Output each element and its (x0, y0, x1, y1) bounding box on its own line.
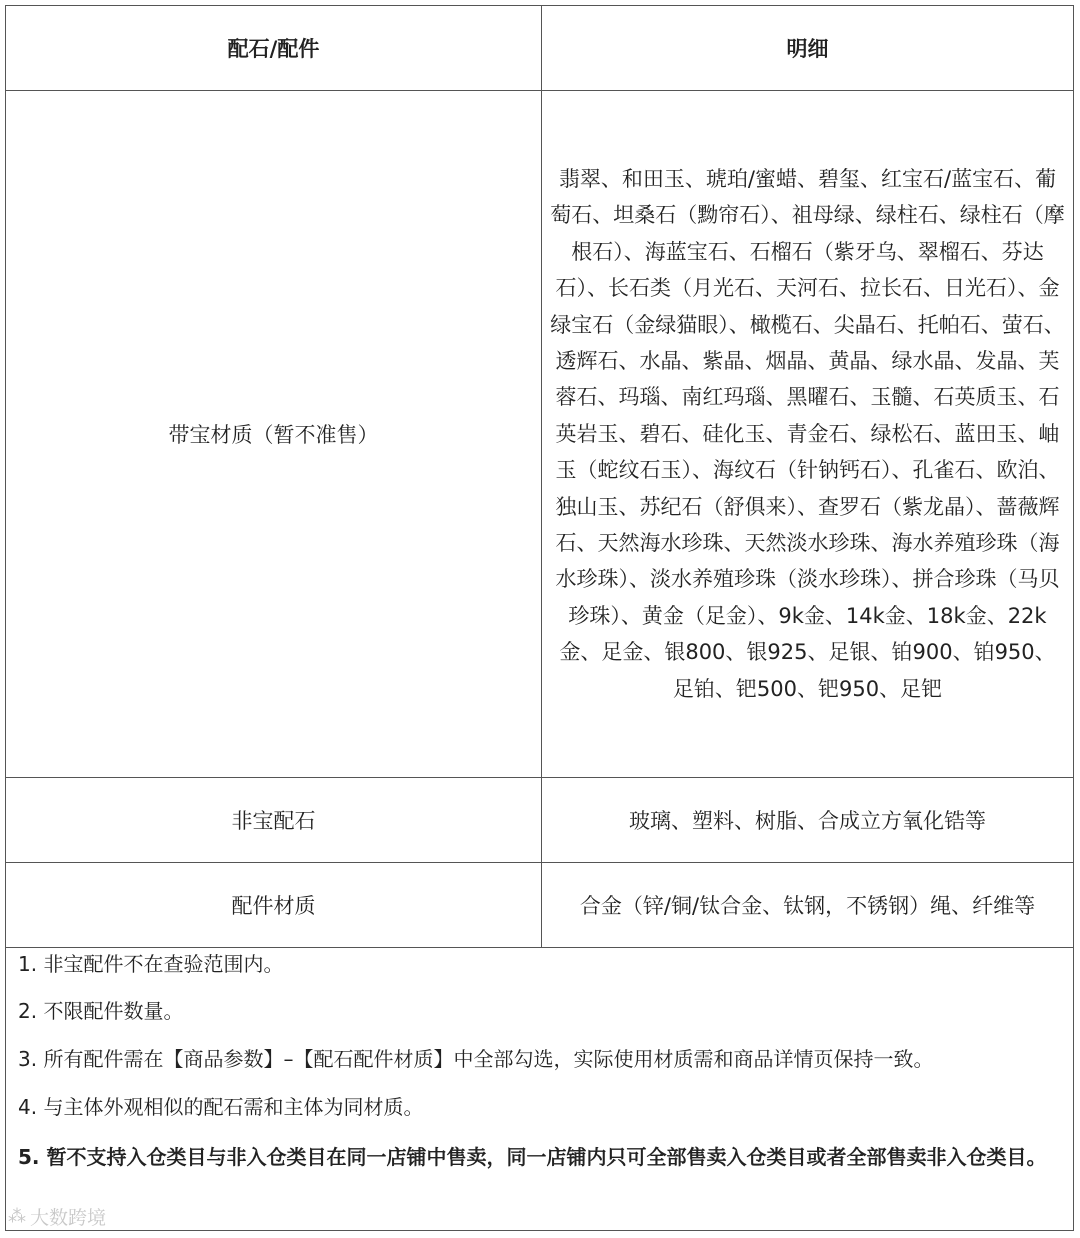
header-category: 配石/配件 (6, 6, 542, 91)
table-row (6, 778, 1074, 863)
material-table (5, 5, 1074, 948)
note-item-bold: 5. 暂不支持入仓类目与非入仓类目在同一店铺中售卖，同一店铺内只可全部售卖入仓类目或者全部售卖非入仓类目。 (18, 1145, 1047, 1169)
watermark-text: 大数跨境 (30, 1207, 107, 1229)
note-item: 3. 所有配件需在【商品参数】–【配石配件材质】中全部勾选，实际使用材质需和商品详情页保持一致。 (18, 1047, 934, 1071)
watermark-logo-icon: ⁂ (8, 1206, 26, 1227)
note-item: 4. 与主体外观相似的配石需和主体为同材质。 (18, 1095, 424, 1119)
header-detail: 明细 (542, 6, 1074, 91)
table-header-row (6, 6, 1074, 91)
row-category: 配件材质 (6, 863, 542, 948)
note-item: 1. 非宝配件不在查验范围内。 (18, 952, 284, 976)
row-detail: 玻璃、塑料、树脂、合成立方氧化锆等 (542, 778, 1074, 863)
row-detail: 翡翠、和田玉、琥珀/蜜蜡、碧玺、红宝石/蓝宝石、葡萄石、坦桑石（黝帘石）、祖母绿、绿柱石、绿柱石（摩根石）、海蓝宝石、石榴石（紫牙乌、翠榴石、芬达石）、长石类（月光石、天河石、拉长石、日光石）、金绿宝石（金绿猫眼）、橄榄石、尖晶石、托帕石、萤石、透辉石、水晶、紫晶、烟晶、黄晶、绿水晶、发晶、芙蓉石、玛瑙、南红玛瑙、黑曜石、玉髓、石英质玉、石英岩玉、碧石、硅化玉、青金石、绿松石、蓝田玉、岫玉（蛇纹石玉）、海纹石（针钠钙石）、孔雀石、欧泊、独山玉、苏纪石（舒俱来）、查罗石（紫龙晶）、蔷薇辉石、天然海水珍珠、天然淡水珍珠、海水养殖珍珠（海水珍珠）、淡水养殖珍珠（淡水珍珠）、拼合珍珠（马贝珍珠）、黄金（足金）、9k金、14k金、18k金、22k金、足金、银800、银925、足银、铂900、铂950、足铂、钯500、钯950、足钯 (542, 91, 1074, 778)
table-row (6, 91, 1074, 778)
watermark (8, 1203, 106, 1230)
note-item: 2. 不限配件数量。 (18, 999, 184, 1023)
row-detail: 合金（锌/铜/钛合金、钛钢，不锈钢）绳、纤维等 (542, 863, 1074, 948)
row-category: 非宝配石 (6, 778, 542, 863)
table-row (6, 863, 1074, 948)
row-category: 带宝材质（暂不准售） (6, 91, 542, 778)
